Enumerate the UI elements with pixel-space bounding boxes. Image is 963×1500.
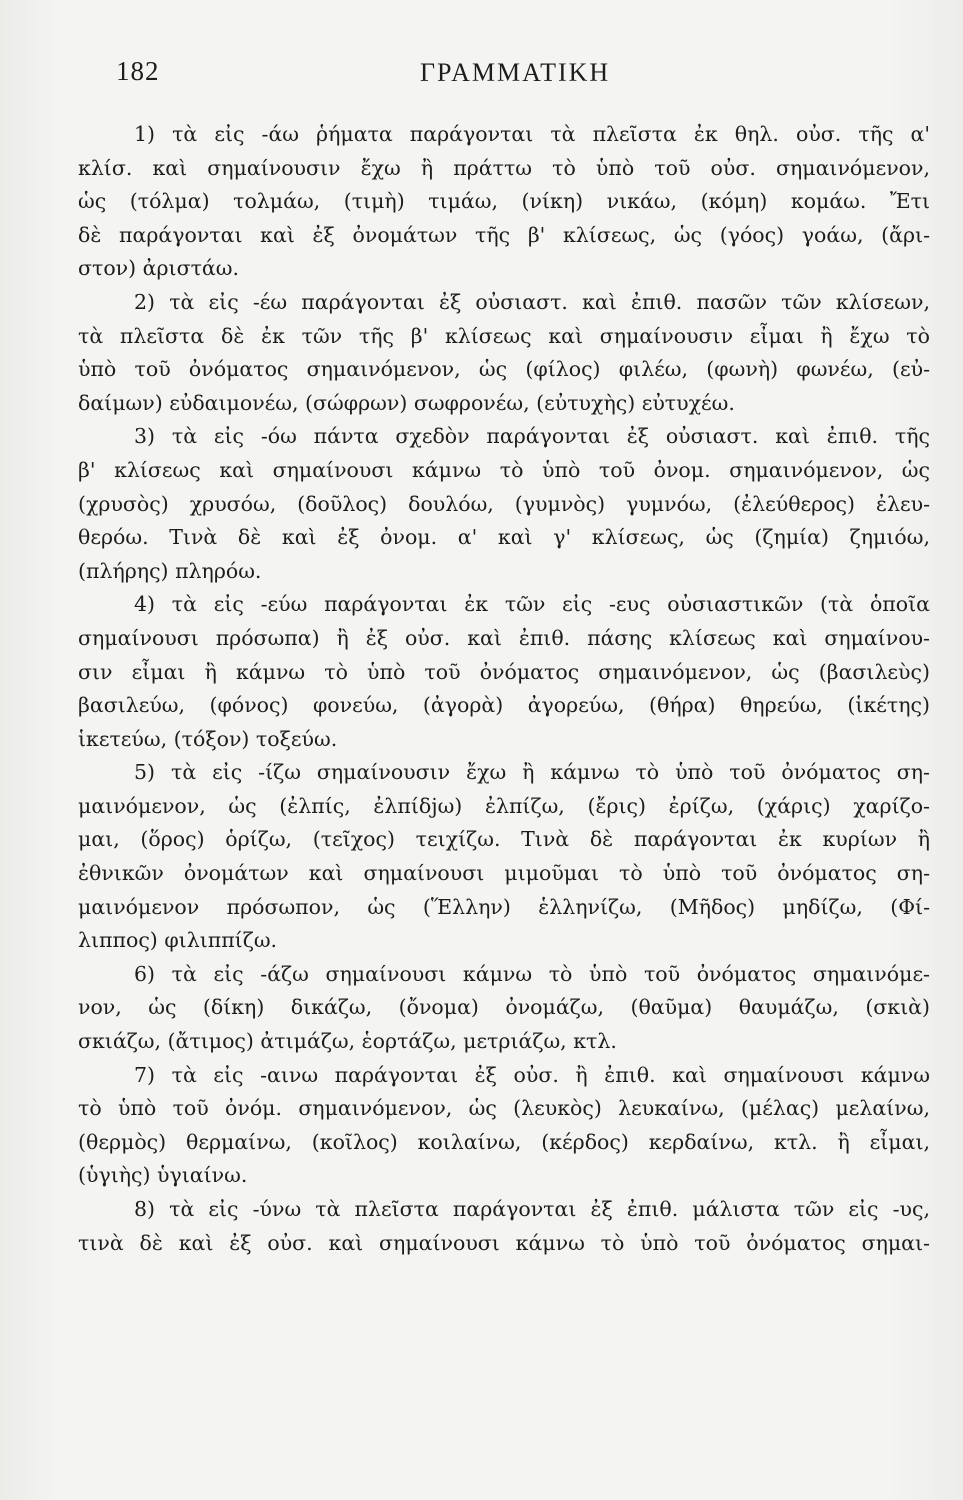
text-line: δὲ παράγονται καὶ ἐξ ὀνομάτων τῆς β' κλίσεως, ὡς (γόος) γοάω, (ἄρι- (78, 222, 930, 247)
text-line: δαίμων) εὐδαιμονέω, (σώφρων) σωφρονέω, (εὐτυχὴς) εὐτυχέω. (78, 390, 735, 415)
text-line: νον, ὡς (δίκη) δικάζω, (ὄνομα) ὀνομάζω, (θαῦμα) θαυμάζω, (σκιὰ) (78, 995, 930, 1020)
text-line: 5) τὰ εἰς -ίζω σημαίνουσιν ἔχω ἢ κάμνω τὸ ὑπὸ τοῦ ὀνόματος ση- (134, 760, 930, 785)
text-line: (θερμὸς) θερμαίνω, (κοῖλος) κοιλαίνω, (κέρδος) κερδαίνω, κτλ. ἢ εἶμαι, (78, 1129, 930, 1154)
text-line: μαι, (ὅρος) ὁρίζω, (τεῖχος) τειχίζω. Τινὰ δὲ παράγονται ἐκ κυρίων ἢ (78, 827, 930, 852)
text-line: στον) ἀριστάω. (78, 256, 239, 281)
text-line: 2) τὰ εἰς -έω παράγονται ἐξ οὐσιαστ. καὶ ἐπιθ. πασῶν τῶν κλίσεων, (134, 289, 930, 314)
text-line: σημαίνουσι πρόσωπα) ἢ ἐξ οὐσ. καὶ ἐπιθ. πάσης κλίσεως καὶ σημαίνου- (78, 625, 930, 650)
running-title: ΓΡΑΜΜΑΤΙΚΗ (420, 58, 611, 87)
text-line: 3) τὰ εἰς -όω πάντα σχεδὸν παράγονται ἐξ οὐσιαστ. καὶ ἐπιθ. τῆς (134, 424, 930, 449)
text-line: (πλήρης) πληρόω. (78, 558, 262, 583)
text-line: 7) τὰ εἰς -αινω παράγονται ἐξ οὐσ. ἢ ἐπιθ. καὶ σημαίνουσι κάμνω (134, 1062, 930, 1087)
body-text (78, 118, 930, 1260)
text-line: λιππος) φιλιππίζω. (78, 928, 278, 953)
text-line: 8) τὰ εἰς -ύνω τὰ πλεῖστα παράγονται ἐξ ἐπιθ. μάλιστα τῶν εἰς -υς, (134, 1197, 930, 1221)
text-line: σκιάζω, (ἄτιμος) ἀτιμάζω, ἑορτάζω, μετριάζω, κτλ. (78, 1029, 617, 1054)
text-line: ὑπὸ τοῦ ὀνόματος σημαινόμενον, ὡς (φίλος) φιλέω, (φωνὴ) φωνέω, (εὐ- (78, 357, 930, 382)
text-line: μαινόμενον πρόσωπον, ὡς (Ἕλλην) ἑλληνίζω, (Μῆδος) μηδίζω, (Φί- (78, 894, 930, 919)
text-line: μαινόμενον, ὡς (ἐλπίς, ἐλπίδjω) ἐλπίζω, (ἔρις) ἐρίζω, (χάρις) χαρίζο- (78, 793, 930, 818)
text-line: τὸ ὑπὸ τοῦ ὀνόμ. σημαινόμενον, ὡς (λευκὸς) λευκαίνω, (μέλας) μελαίνω, (78, 1096, 930, 1121)
text-line: θερόω. Τινὰ δὲ καὶ ἐξ ὀνομ. α' καὶ γ' κλίσεως, ὡς (ζημία) ζημιόω, (78, 525, 930, 550)
text-line: (ὑγιὴς) ὑγιαίνω. (78, 1163, 248, 1188)
text-line: σιν εἶμαι ἢ κάμνω τὸ ὑπὸ τοῦ ὀνόματος σημαινόμενον, ὡς (βασιλεὺς) (78, 659, 930, 684)
text-line: (χρυσὸς) χρυσόω, (δοῦλος) δουλόω, (γυμνὸς) γυμνόω, (ἐλεύθερος) ἐλευ- (78, 491, 930, 516)
text-line: 4) τὰ εἰς -εύω παράγονται ἐκ τῶν εἰς -ευς οὐσιαστικῶν (τὰ ὁποῖα (134, 592, 930, 617)
text-line: ἐθνικῶν ὀνομάτων καὶ σημαίνουσι μιμοῦμαι τὸ ὑπὸ τοῦ ὀνόματος ση- (78, 861, 930, 886)
text-line: ἱκετεύω, (τόξον) τοξεύω. (78, 726, 338, 751)
text-line: τὰ πλεῖστα δὲ ἐκ τῶν τῆς β' κλίσεως καὶ σημαίνουσιν εἶμαι ἢ ἔχω τὸ (78, 323, 930, 348)
text-line: 1) τὰ εἰς -άω ῥήματα παράγονται τὰ πλεῖστα ἐκ θηλ. οὐσ. τῆς α' (134, 122, 930, 146)
page-number: 182 (116, 56, 160, 86)
text-line: ὡς (τόλμα) τολμάω, (τιμὴ) τιμάω, (νίκη) νικάω, (κόμη) κομάω. Ἔτι (78, 189, 930, 214)
text-line: 6) τὰ εἰς -άζω σημαίνουσι κάμνω τὸ ὑπὸ τοῦ ὀνόματος σημαινόμε- (134, 961, 930, 986)
text-line: β' κλίσεως καὶ σημαίνουσι κάμνω τὸ ὑπὸ τοῦ ὀνομ. σημαινόμενον, ὡς (78, 457, 930, 482)
text-line: βασιλεύω, (φόνος) φονεύω, (ἀγορὰ) ἀγορεύω, (θήρα) θηρεύω, (ἱκέτης) (78, 693, 930, 718)
text-line: τινὰ δὲ καὶ ἐξ οὐσ. καὶ σημαίνουσι κάμνω τὸ ὑπὸ τοῦ ὀνόματος σημαι- (78, 1230, 930, 1255)
text-line: κλίσ. καὶ σημαίνουσιν ἔχω ἢ πράττω τὸ ὑπὸ τοῦ οὐσ. σημαινόμενον, (78, 155, 930, 180)
page-header (0, 52, 963, 102)
